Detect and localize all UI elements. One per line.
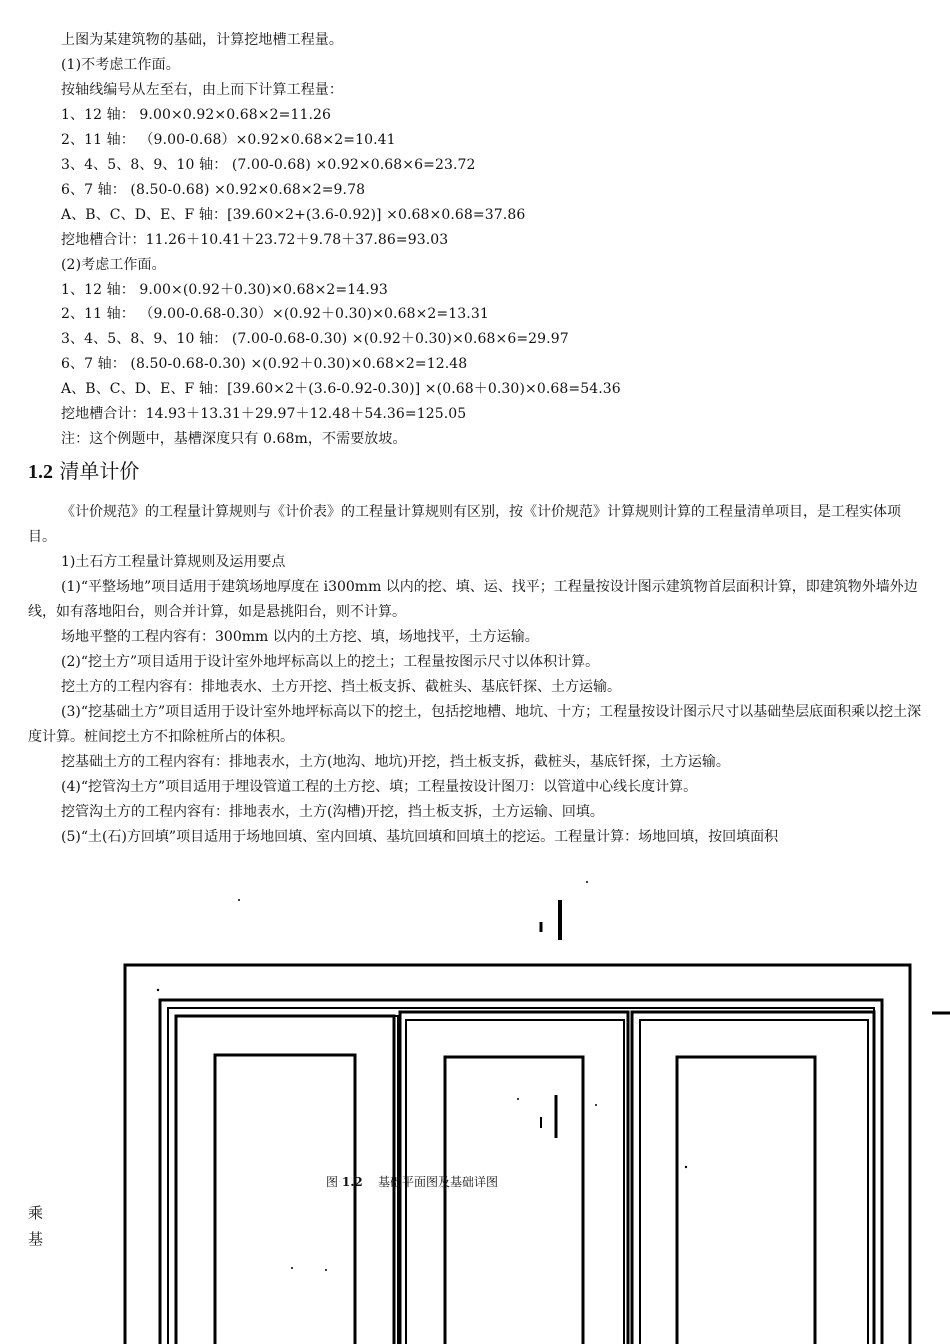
paragraph-text: 挖基础土方的工程内容有：排地表水，土方(地沟、地坑)开挖，挡土板支拆，截桩头，基底钎探，土方运输。 <box>61 754 730 770</box>
text-line: 上图为某建筑物的基础，计算挖地槽工程量。 <box>61 32 343 48</box>
trench-outlines <box>160 1000 882 1344</box>
text-line: 挖地槽合计：11.26＋10.41＋23.72＋9.78＋37.86=93.03 <box>61 232 449 248</box>
paragraph <box>28 550 924 575</box>
paragraph-text: (4)“挖管沟土方”项目适用于埋设管道工程的土方挖、填；工程量按设计图刀：以管道中心线长度计算。 <box>61 779 698 795</box>
figure-caption <box>326 1173 498 1190</box>
paragraph-text: (5)“土(石)方回填”项目适用于场地回填、室内回填、基坑回填和回填土的挖运。工程量计算：场地回填，按回填面积 <box>61 829 779 845</box>
paragraph <box>28 625 924 650</box>
text-line: 6、7 轴： (8.50-0.68-0.30) ×(0.92＋0.30)×0.68×2=12.48 <box>61 356 468 372</box>
paragraph-text: (2)“挖土方”项目适用于设计室外地坪标高以上的挖土；工程量按图示尺寸以体积计算。 <box>61 654 600 670</box>
paragraph <box>28 650 924 675</box>
room-outlines <box>215 1055 815 1344</box>
caption-prefix: 图 <box>326 1175 339 1189</box>
text-line: A、B、C、D、E、F 轴：[39.60×2＋(3.6-0.92-0.30)] ×(0.68＋0.30)×0.68=54.36 <box>61 381 621 397</box>
text-line: (1)不考虑工作面。 <box>61 57 180 73</box>
text-line: (2)考虑工作面。 <box>61 257 166 273</box>
paragraph <box>28 500 924 550</box>
section-heading <box>28 459 139 484</box>
side-char: 乘 <box>28 1204 44 1222</box>
text-line: 6、7 轴： (8.50-0.68) ×0.92×0.68×2=9.78 <box>61 182 366 198</box>
paragraph <box>28 775 924 800</box>
paragraph <box>28 750 924 775</box>
paragraph <box>28 700 924 750</box>
axis-marker-middle <box>541 1095 556 1138</box>
paragraph <box>28 800 924 825</box>
text-line: 按轴线编号从左至右，由上而下计算工程量： <box>61 82 343 98</box>
side-char: 基 <box>28 1230 44 1248</box>
text-line: 2、11 轴： （9.00-0.68-0.30）×(0.92＋0.30)×0.68×2=13.31 <box>61 306 489 322</box>
paragraph-text: 挖管沟土方的工程内容有：排地表水，土方(沟槽)开挖，挡土板支拆，土方运输、回填。 <box>61 804 604 820</box>
paragraph-text: (1)“平整场地”项目适用于建筑场地厚度在 i300mm 以内的挖、填、运、找平；工程量按设计图示建筑物首层面积计算，即建筑物外墙外边线，如有落地阳台，则合并计算，如是悬挑阳台，则不计算。 <box>28 579 918 620</box>
text-line: 注：这个例题中，基槽深度只有 0.68m，不需要放坡。 <box>61 431 407 447</box>
foundation-plan-drawing <box>0 860 950 1344</box>
section-number: 1.2 <box>28 461 53 483</box>
text-line: 2、11 轴： （9.00-0.68）×0.92×0.68×2=10.41 <box>61 132 396 148</box>
paragraph <box>28 675 924 700</box>
text-line: 1、12 轴： 9.00×0.92×0.68×2=11.26 <box>61 107 332 123</box>
text-line: A、B、C、D、E、F 轴：[39.60×2+(3.6-0.92)] ×0.68×0.68=37.86 <box>61 207 526 223</box>
paragraph-text: 挖土方的工程内容有：排地表水、土方开挖、挡土板支拆、截桩头、基底钎探、土方运输。 <box>61 679 621 695</box>
caption-number: 1.2 <box>341 1175 363 1189</box>
paragraph-text: (3)“挖基础土方”项目适用于设计室外地坪标高以下的挖土，包括挖地槽、地坑、十方；工程量按设计图示尺寸以基础垫层底面积乘以挖土深度计算。桩间挖土方不扣除桩所占的体积。 <box>28 704 922 745</box>
paragraph <box>28 575 924 625</box>
text-line: 3、4、5、8、9、10 轴： (7.00-0.68) ×0.92×0.68×6=23.72 <box>61 157 476 173</box>
paragraph <box>28 825 924 850</box>
text-line: 挖地槽合计：14.93＋13.31＋29.97＋12.48＋54.36=125.05 <box>61 406 467 422</box>
text-line: 1、12 轴： 9.00×(0.92＋0.30)×0.68×2=14.93 <box>61 282 388 298</box>
axis-marker-top <box>541 900 560 940</box>
outer-boundary <box>125 965 910 1344</box>
section-title: 清单计价 <box>59 459 140 483</box>
paragraph-text: 《计价规范》的工程量计算规则与《计价表》的工程量计算规则有区别，按《计价规范》计算规则计算的工程量清单项目，是工程实体项目。 <box>28 504 901 545</box>
paragraph-text: 1)土石方工程量计算规则及运用要点 <box>61 554 286 570</box>
paragraph-text: 场地平整的工程内容有：300mm 以内的土方挖、填，场地找平，土方运输。 <box>61 629 539 645</box>
text-line: 3、4、5、8、9、10 轴： (7.00-0.68-0.30) ×(0.92＋0.30)×0.68×6=29.97 <box>61 331 569 347</box>
caption-text: 基础平面图及基础详图 <box>378 1175 499 1189</box>
scan-dots <box>157 881 687 1271</box>
